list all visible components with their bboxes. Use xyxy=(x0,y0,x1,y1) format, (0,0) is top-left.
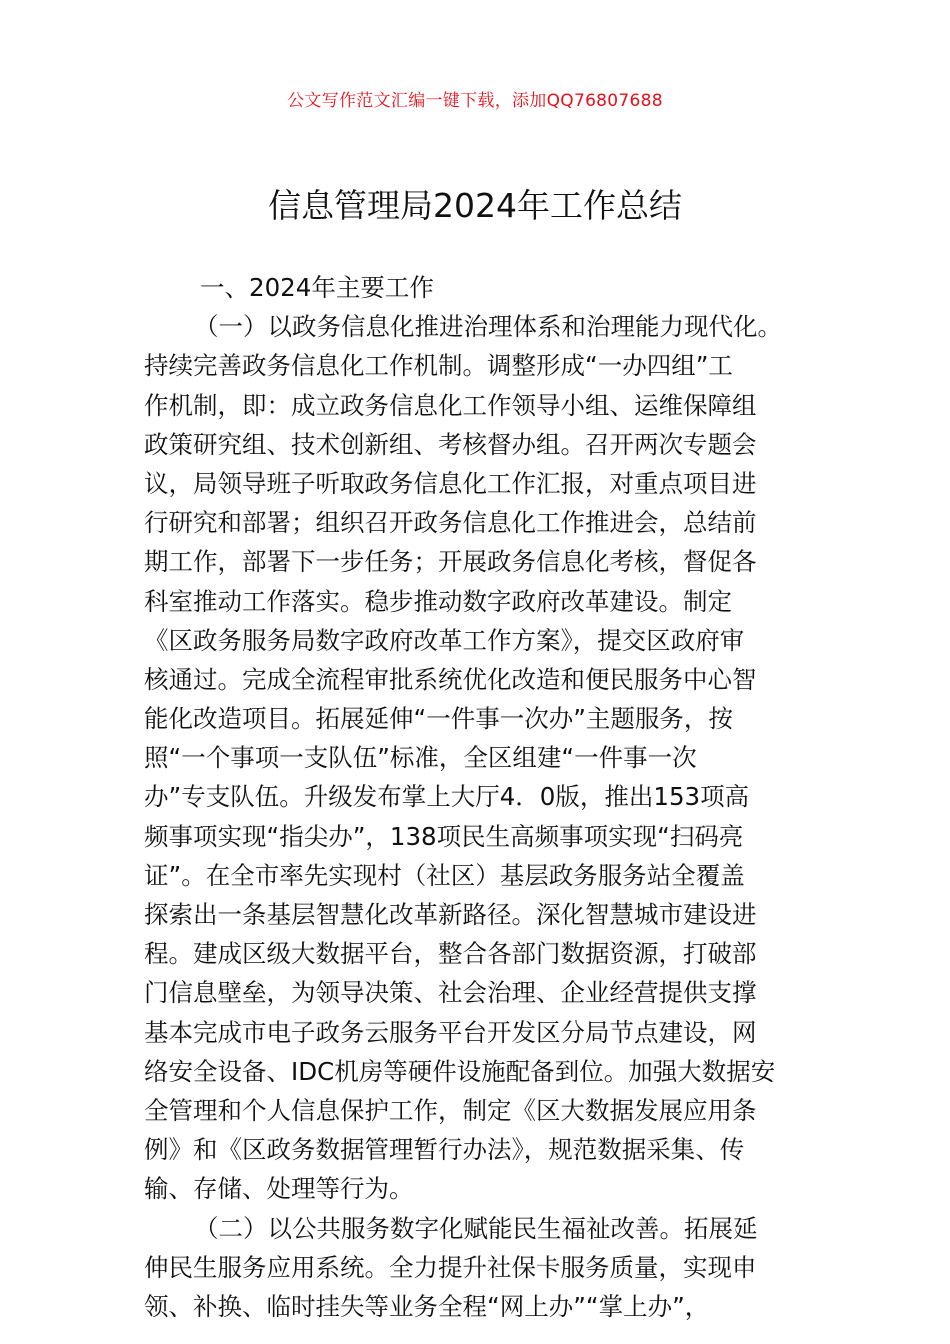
paragraph-line: 政策研究组、技术创新组、考核督办组。召开两次专题会 xyxy=(144,429,757,459)
paragraph-line: 期工作，部署下一步任务；开展政务信息化考核，督促各 xyxy=(144,547,757,577)
paragraph-line: 核通过。完成全流程审批系统优化改造和便民服务中心智 xyxy=(144,664,757,694)
section-heading: 一、2024年主要工作 xyxy=(200,273,434,302)
paragraph-line: 照“一个事项一支队伍”标准，全区组建“一件事一次 xyxy=(144,743,697,773)
subsection-heading: （一）以政务信息化推进治理体系和治理能力现代化。 xyxy=(194,312,782,342)
paragraph-line: 例》和《区政务数据管理暂行办法》，规范数据采集、传 xyxy=(144,1135,745,1165)
paragraph-line: 全管理和个人信息保护工作，制定《区大数据发展应用条 xyxy=(144,1095,757,1125)
paragraph-line: 作机制，即：成立政务信息化工作领导小组、运维保障组 xyxy=(144,390,757,420)
paragraph-line: 门信息壁垒，为领导决策、社会治理、企业经营提供支撑 xyxy=(144,978,757,1008)
paragraph-line: 持续完善政务信息化工作机制。调整形成“一办四组”工 xyxy=(144,351,733,381)
paragraph-line: 能化改造项目。拓展延伸“一件事一次办”主题服务，按 xyxy=(144,704,733,734)
paragraph-line: 办”专支队伍。升级发布掌上大厅4．0版，推出153项高 xyxy=(144,782,750,812)
document-body xyxy=(144,268,824,1326)
paragraph-line: 证”。在全市率先实现村（社区）基层政务服务站全覆盖 xyxy=(144,860,745,890)
paragraph-line: 科室推动工作落实。稳步推动数字政府改革建设。制定 xyxy=(144,586,732,616)
paragraph-line: 频事项实现“指尖办”，138项民生高频事项实现“扫码亮 xyxy=(144,821,744,851)
download-banner: 公文写作范文汇编一键下载，添加QQ76807688 xyxy=(287,91,663,111)
paragraph-line: 《区政务服务局数字政府改革工作方案》，提交区政府审 xyxy=(144,625,745,655)
paragraph-line: 输、存储、处理等行为。 xyxy=(144,1174,414,1204)
paragraph-line: 程。建成区级大数据平台，整合各部门数据资源，打破部 xyxy=(144,939,757,969)
paragraph-line: 领、补换、临时挂失等业务全程“网上办”“掌上办”， xyxy=(144,1291,710,1321)
paragraph-line: 探索出一条基层智慧化改革新路径。深化智慧城市建设进 xyxy=(144,900,757,929)
paragraph-line: 基本完成市电子政务云服务平台开发区分局节点建设，网 xyxy=(144,1017,757,1047)
document-title: 信息管理局2024年工作总结 xyxy=(268,186,682,225)
paragraph-line: 伸民生服务应用系统。全力提升社保卡服务质量，实现申 xyxy=(144,1252,757,1282)
paragraph-line: 行研究和部署；组织召开政务信息化工作推进会，总结前 xyxy=(144,508,757,538)
subsection-heading: （二）以公共服务数字化赋能民生福祉改善。拓展延 xyxy=(194,1213,758,1243)
paragraph-line: 络安全设备、IDC机房等硬件设施配备到位。加强大数据安 xyxy=(144,1056,776,1086)
paragraph-line: 议，局领导班子听取政务信息化工作汇报，对重点项目进 xyxy=(144,468,757,498)
